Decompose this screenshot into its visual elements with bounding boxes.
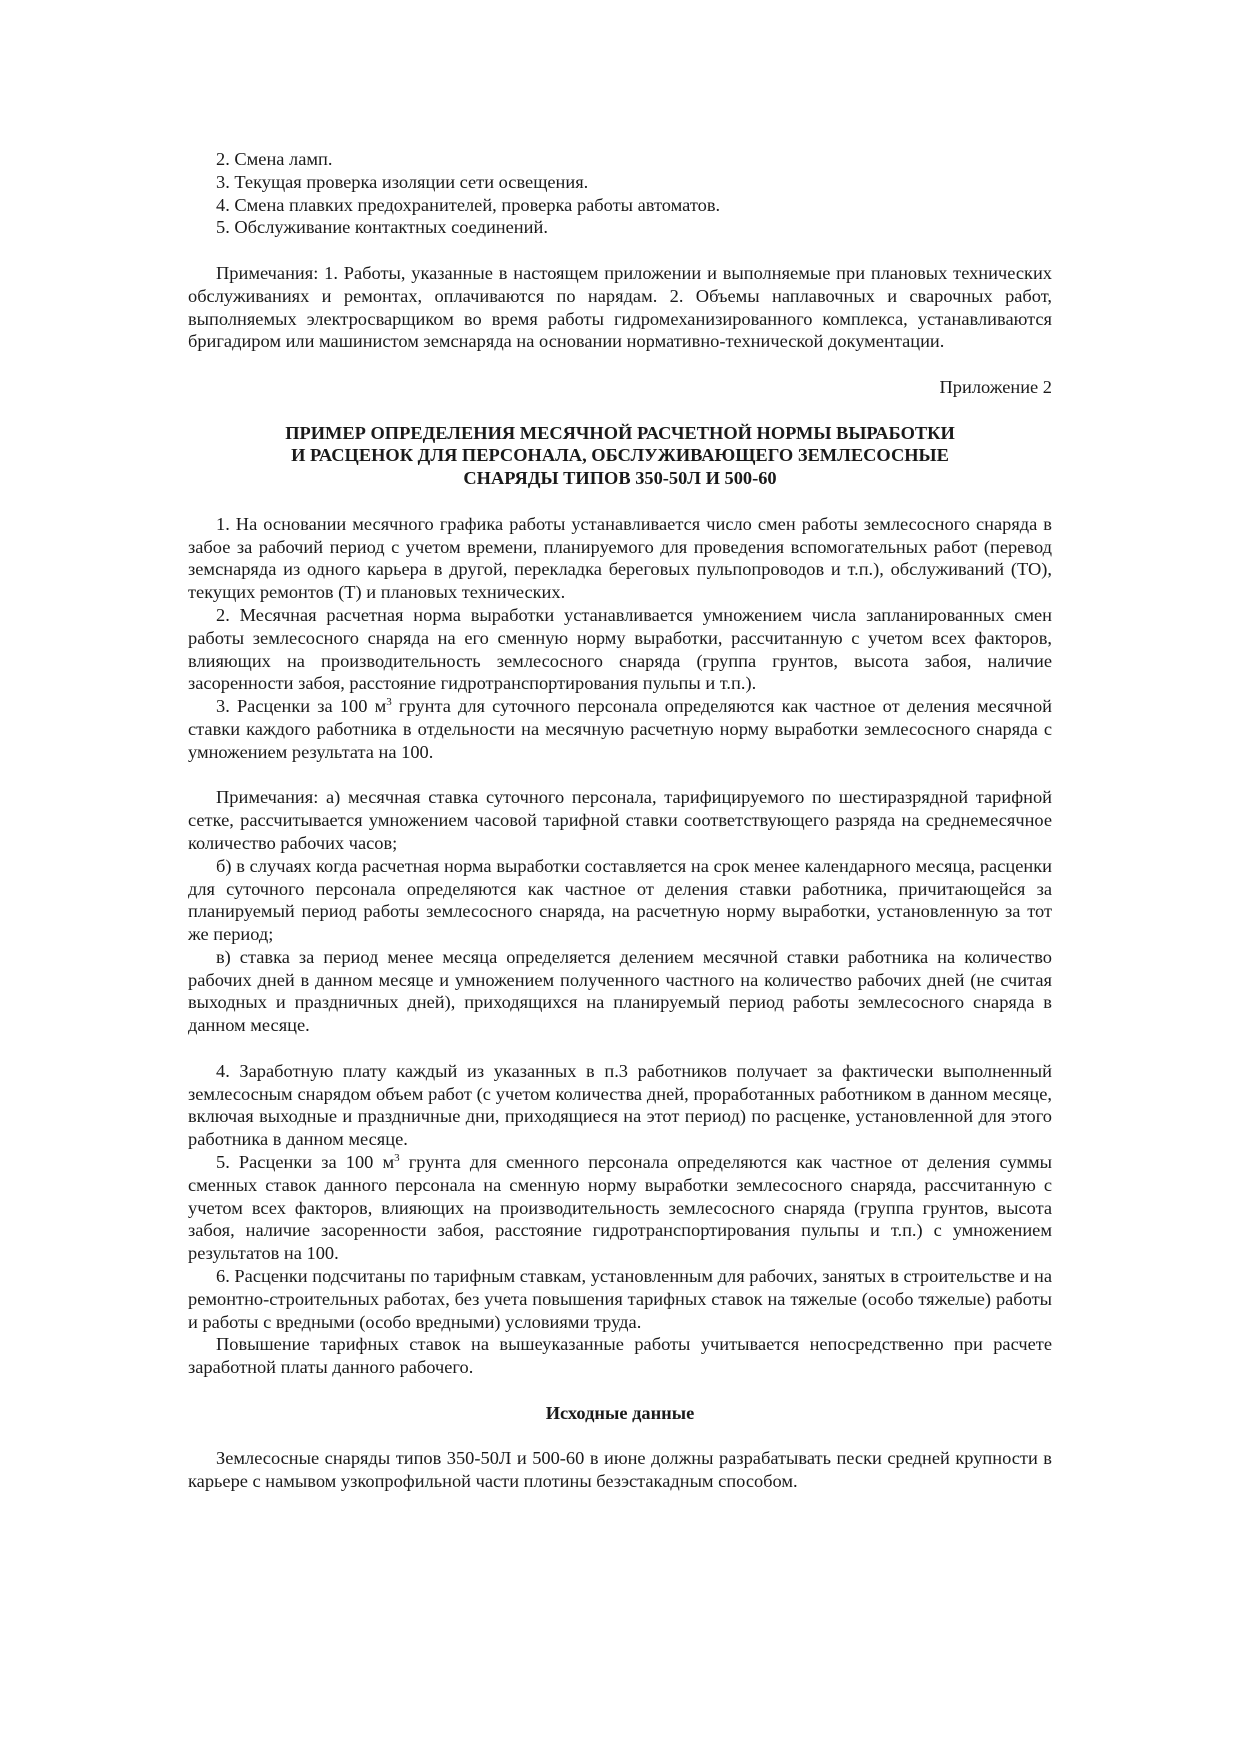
list-item-4: 4. Смена плавких предохранителей, проверка работы автоматов. (216, 194, 721, 215)
superscript-cubic: 3 (394, 1151, 400, 1164)
paragraph-6: 6. Расценки подсчитаны по тарифным ставкам, установленным для рабочих, занятых в строительстве и на ремонтно-строительных работах, без учета повышения тарифных ставок на тяжелые (особо тяжелые) работы и работы с вредными (особо вредными) условиями труда. (188, 1266, 1052, 1332)
paragraph-2: 2. Месячная расчетная норма выработки устанавливается умножением числа запланированных смен работы землесосного снаряда на его сменную норму выработки, рассчитанную с учетом всех факторов, влияющих на производительность землесосного снаряда (группа грунтов, высота забоя, наличие засоренности забоя, расстояние гидротранспортирования пульпы и т.п.). (188, 604, 1052, 694)
document-page (188, 148, 1052, 1493)
paragraph-5 (188, 1151, 1052, 1265)
paragraph-5-end: грунта для сменного персонала определяются как частное от деления суммы сменных ставок данного персонала на сменную норму выработки землесосного снаряда, рассчитанную с учетом всех факторов, влияющих на производительность землесосного снаряда (группа грунтов, высота забоя, наличие засоренности забоя, расстояние гидротранспортирования пульпы и т.п.) с умножением результатов на 100. (188, 1152, 1052, 1264)
notes-paragraph-1: Примечания: 1. Работы, указанные в настоящем приложении и выполняемые при плановых технических обслуживаниях и ремонтах, оплачиваются по нарядам. 2. Объемы наплавочных и сварочных работ, выполняемых электросварщиком во время работы гидромеханизированного комплекса, устанавливаются бригадиром или машинистом земснаряда на основании нормативно-технической документации. (188, 262, 1052, 352)
list-item-2: 2. Смена ламп. (216, 149, 333, 169)
appendix-label: Приложение 2 (939, 376, 1052, 397)
paragraph-4: 4. Заработную плату каждый из указанных в п.3 работников получает за фактически выполненный землесосным снарядом объем работ (с учетом количества дней, проработанных работником в данном месяце, включая выходные и праздничные дни, приходящиеся на этот период) по расценке, установленной для этого работника в данном месяце. (188, 1060, 1052, 1150)
paragraph-8: Землесосные снаряды типов 350-50Л и 500-60 в июне должны разрабатывать пески средней крупности в карьере с намывом узкопрофильной части плотины безэстакадным способом. (188, 1448, 1052, 1492)
paragraph-1: 1. На основании месячного графика работы устанавливается число смен работы землесосного снаряда в забое за рабочий период с учетом времени, планируемого для проведения вспомогательных работ (перевод земснаряда из одного карьера в другой, перекладка береговых пульпопроводов и т.п.), обслуживаний (ТО), текущих ремонтов (Т) и плановых технических. (188, 513, 1052, 603)
paragraph-3-end: грунта для суточного персонала определяются как частное от деления месячной ставки каждого работника в отдельности на месячную расчетную норму выработки землесосного снаряда с умножением результата на 100. (188, 696, 1052, 762)
paragraph-5-start: 5. Расценки за 100 м (216, 1152, 395, 1173)
paragraph-3 (188, 695, 1052, 763)
list-item-3: 3. Текущая проверка изоляции сети освещения. (216, 171, 589, 192)
title-line-2: И РАСЦЕНОК ДЛЯ ПЕРСОНАЛА, ОБСЛУЖИВАЮЩЕГО ЗЕМЛЕСОСНЫЕ (291, 445, 949, 466)
superscript-cubic: 3 (386, 696, 392, 708)
notes-paragraph-2b: б) в случаях когда расчетная норма выработки составляется на срок менее календарного месяца, расценки для суточного персонала определяются как частное от деления ставки работника, причитающейся за планируемый период работы землесосного снаряда, на расчетную норму выработки, установленную за тот же период; (188, 855, 1052, 945)
paragraph-7: Повышение тарифных ставок на вышеуказанные работы учитывается непосредственно при расчете заработной платы данного рабочего. (188, 1334, 1052, 1378)
list-item-5: 5. Обслуживание контактных соединений. (216, 217, 548, 238)
title-line-3: СНАРЯДЫ ТИПОВ 350-50Л И 500-60 (463, 468, 777, 489)
notes-paragraph-2c: в) ставка за период менее месяца определяется делением месячной ставки работника на количество рабочих дней в данном месяце и умножением полученного частного на количество рабочих дней (не считая выходных и праздничных дней), приходящихся на планируемый период работы землесосного снаряда в данном месяце. (188, 946, 1052, 1036)
title-line-1: ПРИМЕР ОПРЕДЕЛЕНИЯ МЕСЯЧНОЙ РАСЧЕТНОЙ НОРМЫ ВЫРАБОТКИ (285, 422, 955, 443)
section-heading: Исходные данные (545, 1402, 695, 1423)
paragraph-3-start: 3. Расценки за 100 м (216, 696, 387, 717)
document-title (188, 422, 1052, 490)
notes-paragraph-2a: Примечания: а) месячная ставка суточного персонала, тарифицируемого по шестиразрядной тарифной сетке, рассчитывается умножением часовой тарифной ставки соответствующего разряда на среднемесячное количество рабочих часов; (188, 787, 1052, 853)
